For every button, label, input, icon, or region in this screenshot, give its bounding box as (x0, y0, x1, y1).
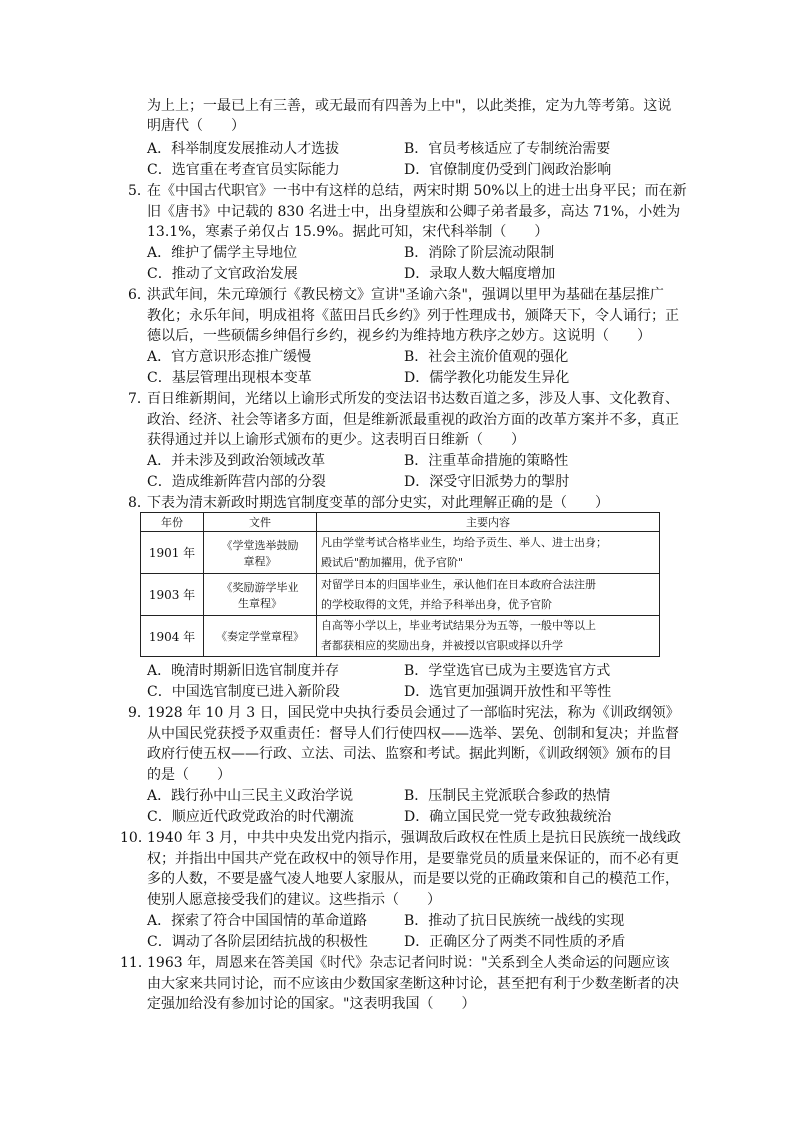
q10-stem-line-4: 使别人愿意接受我们的建议。这些指示（ ） (147, 892, 441, 908)
q5-stem-line-3: 13.1%，寒素子弟仅占 15.9%。据此可知，宋代科举制（ ） (147, 224, 549, 240)
q10-stem-line-3: 多的人数，不要是盛气凌人地要人家服从，而是要以党的正确政策和自己的模范工作， (147, 871, 679, 887)
q11-stem-line-1: 1963 年，周恩来在答美国《时代》杂志记者问时说："关系到全人类命运的问题应该 (147, 955, 670, 971)
q9-stem-line-4: 的是（ ） (147, 767, 231, 783)
table-cell-content-line: 殿试后"酌加擢用，优予官阶" (321, 555, 464, 569)
q6-stem-line-2: 教化；永乐年间，明成祖将《蓝田吕氏乡约》列于性理成书，颁降天下，令人诵行；正 (147, 308, 679, 324)
q10-option-c[interactable]: C．调动了各阶层团结抗战的积极性 (147, 934, 368, 950)
q6-number: 6． (128, 287, 151, 303)
q6-option-a[interactable]: A．官方意识形态推广缓慢 (147, 349, 312, 365)
q7-option-d[interactable]: D．深受守旧派势力的掣肘 (404, 474, 570, 490)
table-cell-content-line: 的学校取得的文凭，并给予科举出身，优予官阶 (321, 597, 552, 611)
q6-stem-line-3: 德以后，一些硕儒乡绅倡行乡约，视乡约为维持地方秩序之妙方。这说明（ ） (147, 328, 651, 344)
table-cell-content-line: 自高等小学以上，毕业考试结果分为五等，一般中等以上 (321, 619, 596, 632)
table-cell-content (317, 532, 660, 574)
table-cell-content-line: 者都获相应的奖励出身，并被授以官职或择以升学 (321, 639, 563, 652)
table-header-document: 文件 (204, 513, 317, 532)
q7-option-b[interactable]: B．注重革命措施的策略性 (404, 453, 569, 469)
q8-option-c[interactable]: C．中国选官制度已进入新阶段 (147, 684, 340, 700)
table-cell-content (317, 616, 660, 657)
q8-number: 8． (128, 495, 151, 511)
q4-stem-line-1: 为上上；一最已上有三善，或无最而有四善为上中"，以此类推，定为九等考第。这说 (147, 98, 672, 114)
q4-option-b[interactable]: B．官员考核适应了专制统治需要 (404, 141, 611, 157)
q4-option-a[interactable]: A．科举制度发展推动人才选拔 (147, 141, 340, 157)
q4-option-c[interactable]: C．选官重在考查官员实际能力 (147, 162, 340, 178)
q8-option-a[interactable]: A．晚清时期新旧选官制度并存 (147, 663, 340, 679)
q11-stem-line-2: 由大家来共同讨论，而不应该由少数国家垄断这种讨论，甚至把有利于少数垄断者的决 (147, 976, 679, 992)
table-cell-document (204, 574, 317, 616)
q5-stem-line-2: 旧《唐书》中记载的 830 名进士中，出身望族和公卿子弟者最多，高达 71%，小姓为 (147, 204, 681, 220)
q9-option-d[interactable]: D．确立国民党一党专政独裁统治 (404, 809, 612, 825)
table-cell-document-line: 生章程》 (238, 596, 282, 610)
q10-number: 10． (120, 830, 152, 846)
table-cell-year: 1901 年 (141, 532, 204, 574)
q9-number: 9． (128, 705, 151, 721)
q5-option-b[interactable]: B．消除了阶层流动限制 (404, 245, 555, 261)
q8-option-b[interactable]: B．学堂选官已成为主要选官方式 (404, 663, 611, 679)
table-cell-document-line: 《学堂选举鼓励 (221, 538, 299, 552)
q7-stem-line-3: 获得通过并以上谕形式颁布的更少。这表明百日维新（ ） (147, 432, 525, 448)
table-cell-document-line: 《奏定学堂章程》 (216, 630, 304, 643)
table-cell-content-line: 凡由学堂考试合格毕业生，均给予贡生、举人、进士出身； (321, 535, 607, 549)
q10-stem-line-1: 1940 年 3 月，中共中央发出党内指示，强调敌后政权在性质上是抗日民族统一战线政 (147, 830, 681, 846)
q4-option-d[interactable]: D．官僚制度仍受到门阀政治影响 (404, 162, 612, 178)
table-header-content: 主要内容 (317, 513, 660, 532)
q7-stem-line-2: 政治、经济、社会等诸多方面，但是维新派最重视的政治方面的改革方案并不多，真正 (147, 412, 679, 428)
table-row (141, 532, 660, 574)
q10-option-d[interactable]: D．正确区分了两类不同性质的矛盾 (404, 934, 626, 950)
q5-option-c[interactable]: C．推动了文官政治发展 (147, 266, 298, 282)
table-cell-document-line: 《奖励游学毕业 (221, 580, 299, 594)
q9-stem-line-3: 政府行使五权——行政、立法、司法、监察和考试。据此判断，《训政纲领》颁布的目 (147, 746, 672, 762)
q5-number: 5． (128, 183, 151, 199)
table-cell-document-line: 章程》 (243, 554, 277, 568)
q10-stem-line-2: 权；并指出中国共产党在政权中的领导作用，是要靠党员的质量来保证的，而不必有更 (147, 851, 679, 867)
q5-option-a[interactable]: A．维护了儒学主导地位 (147, 245, 298, 261)
q10-option-b[interactable]: B．推动了抗日民族统一战线的实现 (404, 913, 625, 929)
table-cell-year: 1904 年 (141, 616, 204, 657)
q7-option-a[interactable]: A．并未涉及到政治领域改革 (147, 453, 326, 469)
q5-stem-line-1: 在《中国古代职官》一书中有这样的总结，两宋时期 50%以上的进士出身平民；而在新 (147, 183, 687, 199)
table-cell-document (204, 532, 317, 574)
q7-stem-line-1: 百日维新期间，光绪以上谕形式所发的变法诏书达数百道之多，涉及人事、文化教育、 (147, 391, 679, 407)
q11-stem-line-3: 定强加给没有参加讨论的国家。"这表明我国（ ） (147, 996, 476, 1012)
q8-option-d[interactable]: D．选官更加强调开放性和平等性 (404, 684, 612, 700)
table-cell-document (204, 616, 317, 657)
table-header-row (141, 513, 660, 532)
q9-option-b[interactable]: B．压制民主党派联合参政的热情 (404, 788, 611, 804)
q7-option-c[interactable]: C．造成维新阵营内部的分裂 (147, 474, 326, 490)
q5-option-d[interactable]: D．录取人数大幅度增加 (404, 266, 556, 282)
q11-number: 11． (120, 955, 152, 971)
table-cell-content-line: 对留学日本的归国毕业生，承认他们在日本政府合法注册 (321, 577, 596, 591)
q7-number: 7． (128, 391, 151, 407)
q9-stem-line-2: 从中国民党获授予双重责任：督导人们行使四权——选举、罢免、创制和复决；并监督 (147, 726, 679, 742)
q6-option-d[interactable]: D．儒学教化功能发生异化 (404, 370, 570, 386)
q8-stem: 下表为清末新政时期选官制度变革的部分史实，对此理解正确的是（ ） (147, 495, 609, 511)
table-row (141, 616, 660, 657)
table-cell-year: 1903 年 (141, 574, 204, 616)
table-row (141, 574, 660, 616)
q9-option-c[interactable]: C．顺应近代政党政治的时代潮流 (147, 809, 354, 825)
selection-reform-table (140, 512, 660, 657)
q9-option-a[interactable]: A．践行孙中山三民主义政治学说 (147, 788, 354, 804)
q4-stem-line-2: 明唐代（ ） (147, 118, 245, 134)
table-header-year: 年份 (141, 513, 204, 532)
q6-option-b[interactable]: B．社会主流价值观的强化 (404, 349, 569, 365)
q6-option-c[interactable]: C．基层管理出现根本变革 (147, 370, 312, 386)
table-cell-content (317, 574, 660, 616)
q6-stem-line-1: 洪武年间，朱元璋颁行《教民榜文》宣讲"圣谕六条"，强调以里甲为基础在基层推广 (147, 287, 664, 303)
q10-option-a[interactable]: A．探索了符合中国国情的革命道路 (147, 913, 368, 929)
q9-stem-line-1: 1928 年 10 月 3 日，国民党中央执行委员会通过了一部临时宪法，称为《训政纲领》 (147, 705, 680, 721)
